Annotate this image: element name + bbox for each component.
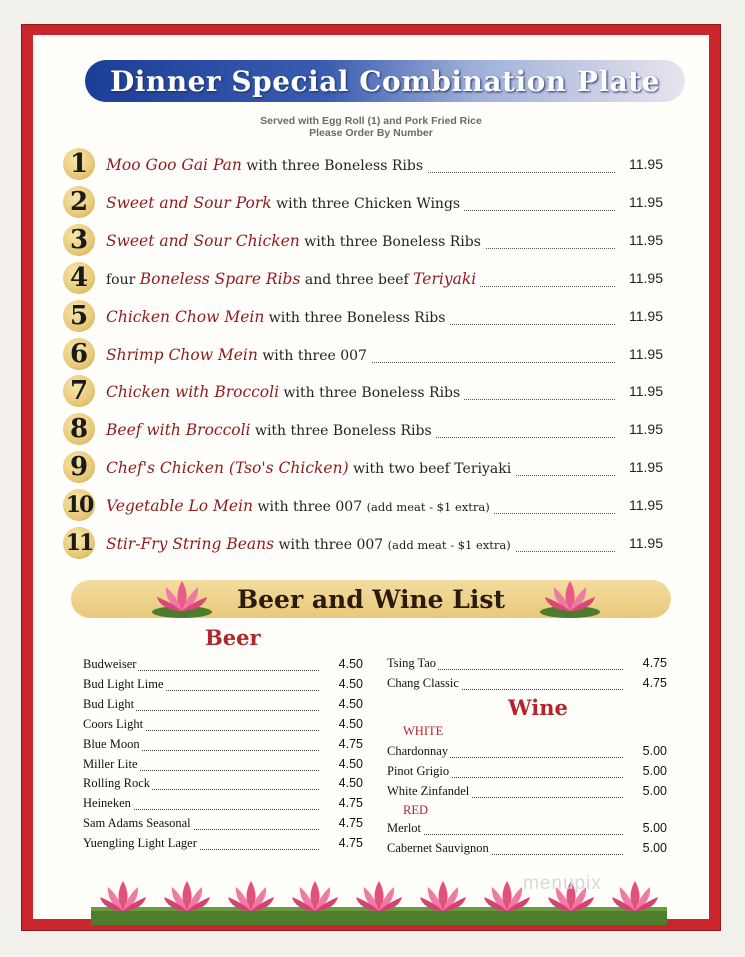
item-price: 4.75 <box>338 836 363 851</box>
combo-number-badge: 8 <box>63 413 95 445</box>
combo-side: with three Boneless Ribs <box>264 309 446 326</box>
wine-heading: Wine <box>508 695 568 720</box>
combo-side: with three Chicken Wings <box>271 195 461 212</box>
combo-prefix: four <box>106 271 140 288</box>
combo-price: 11.95 <box>629 421 663 438</box>
red-label: RED <box>403 803 428 817</box>
combo-price: 11.95 <box>629 269 663 286</box>
combo-side: with two beef Teriyaki <box>348 461 512 478</box>
combo-price: 11.95 <box>629 535 663 551</box>
item-price: 4.75 <box>338 816 363 831</box>
combo-price: 11.95 <box>629 383 663 400</box>
lotus-icon <box>151 575 213 619</box>
lotus-icon <box>164 881 210 911</box>
combo-price: 11.95 <box>629 497 663 514</box>
combo-row <box>63 375 663 411</box>
combo-row <box>63 148 663 184</box>
combo-description <box>106 270 480 288</box>
item-name: Yuengling Light Lager <box>83 836 197 851</box>
combo-price: 11.95 <box>629 193 663 210</box>
item-price: 4.75 <box>338 736 363 751</box>
combo-row <box>63 338 663 374</box>
item-price: 5.00 <box>642 784 667 798</box>
menu-page <box>33 35 709 919</box>
combo-number-badge: 9 <box>63 451 95 483</box>
combo-row <box>63 186 663 222</box>
item-price: 4.75 <box>642 656 667 670</box>
item-name: Rolling Rock <box>83 776 151 791</box>
item-name: Coors Light <box>83 716 144 731</box>
list-item <box>83 796 363 814</box>
lotus-icon <box>228 881 274 911</box>
combo-dish: Vegetable Lo Mein <box>106 497 254 516</box>
list-item <box>83 836 363 854</box>
combo-dish: Chef's Chicken (Tso's Chicken) <box>106 459 349 478</box>
lotus-icon <box>539 575 601 619</box>
combo-number-badge: 2 <box>63 186 95 218</box>
list-item <box>83 737 363 755</box>
beer-heading: Beer <box>205 625 261 650</box>
combo-price: 11.95 <box>629 459 663 476</box>
item-name: Bud Light Lime <box>83 676 164 691</box>
item-name: Merlot <box>387 821 422 835</box>
combo-extra: (add meat - $1 extra) <box>387 538 511 552</box>
combo-number-badge: 1 <box>63 148 95 180</box>
title-banner <box>85 60 685 102</box>
combo-number-badge: 10 <box>63 489 95 521</box>
combo-row <box>63 224 663 260</box>
combo-dish: Chicken with Broccoli <box>106 383 280 402</box>
combo-side: with three Boneless Ribs <box>279 385 461 402</box>
combo-dish-2: Teriyaki <box>413 269 477 288</box>
list-item <box>387 744 667 762</box>
item-name: Blue Moon <box>83 736 140 751</box>
combo-dish: Chicken Chow Mein <box>106 307 265 326</box>
beer-wine-title: Beer and Wine List <box>237 584 505 614</box>
item-name: Chang Classic <box>387 676 459 690</box>
list-item <box>83 677 363 695</box>
lotus-icon <box>356 881 402 911</box>
combo-side: with three Boneless Ribs <box>299 233 481 250</box>
combo-extra: (add meat - $1 extra) <box>366 500 490 515</box>
item-name: White Zinfandel <box>387 784 470 798</box>
item-price: 4.50 <box>338 676 363 691</box>
combo-description <box>106 156 427 174</box>
item-price: 4.50 <box>338 657 363 671</box>
combo-number-badge: 5 <box>63 300 95 332</box>
combo-description <box>106 346 371 364</box>
list-item <box>387 841 667 859</box>
item-price: 5.00 <box>642 841 667 855</box>
combo-description <box>106 383 464 401</box>
list-item <box>83 657 363 675</box>
combo-dish: Sweet and Sour Chicken <box>106 231 300 250</box>
item-price: 4.50 <box>338 716 363 731</box>
combo-description <box>106 421 436 439</box>
combo-number-badge: 4 <box>63 262 95 294</box>
combo-description <box>106 535 515 553</box>
list-item <box>387 821 667 839</box>
item-name: Tsing Tao <box>387 656 437 670</box>
list-item <box>83 816 363 834</box>
combo-price: 11.95 <box>629 156 663 172</box>
list-item <box>83 697 363 715</box>
combo-dish: Shrimp Chow Mein <box>106 345 258 364</box>
combo-number-badge: 7 <box>63 375 95 407</box>
item-price: 5.00 <box>642 821 667 835</box>
list-item <box>83 776 363 794</box>
combo-dish: Boneless Spare Ribs <box>139 269 301 288</box>
combo-number-badge: 6 <box>63 338 95 370</box>
subtitle-line-2: Please Order By Number <box>309 127 433 139</box>
combo-side: with three Boneless Ribs <box>241 158 424 174</box>
item-name: Sam Adams Seasonal <box>83 816 191 831</box>
watermark: menupix <box>523 873 602 894</box>
combo-description <box>106 308 449 326</box>
combo-side: with three 007 <box>253 499 367 516</box>
page-title: Dinner Special Combination Plate <box>109 64 660 98</box>
item-price: 4.50 <box>338 756 363 771</box>
white-label: WHITE <box>403 724 444 738</box>
combo-row <box>63 489 663 525</box>
combo-description <box>106 459 515 477</box>
list-item <box>83 757 363 775</box>
item-name: Miller Lite <box>83 756 138 771</box>
item-name: Heineken <box>83 796 131 811</box>
lotus-icon <box>420 881 466 911</box>
item-price: 4.75 <box>642 676 667 690</box>
combo-dish: Stir-Fry String Beans <box>106 535 275 553</box>
combo-row <box>63 300 663 336</box>
menu-frame <box>22 25 720 930</box>
item-price: 4.50 <box>338 696 363 711</box>
list-item <box>387 764 667 782</box>
item-name: Budweiser <box>83 657 137 671</box>
lotus-icon <box>292 881 338 911</box>
lotus-icon <box>612 881 658 911</box>
item-name: Chardonnay <box>387 744 449 758</box>
combo-side: with three 007 <box>274 537 388 553</box>
combo-number-badge: 11 <box>63 527 95 559</box>
list-item <box>387 656 667 674</box>
item-name: Pinot Grigio <box>387 764 450 778</box>
item-price: 4.50 <box>338 776 363 791</box>
item-price: 5.00 <box>642 764 667 778</box>
leader-dots <box>389 834 623 835</box>
subtitle-line-1: Served with Egg Roll (1) and Pork Fried Rice <box>260 115 482 127</box>
combo-dish: Moo Goo Gai Pan <box>106 156 242 174</box>
combo-price: 11.95 <box>629 307 663 324</box>
lotus-icon <box>100 881 146 911</box>
combo-description <box>106 194 464 212</box>
combo-row <box>63 527 663 563</box>
item-price: 5.00 <box>642 744 667 758</box>
item-name: Bud Light <box>83 696 135 711</box>
combo-row <box>63 413 663 449</box>
list-item <box>83 717 363 735</box>
combo-description <box>106 232 485 250</box>
combo-price: 11.95 <box>629 231 663 248</box>
combo-dish: Beef with Broccoli <box>106 421 251 440</box>
item-name: Cabernet Sauvignon <box>387 841 489 855</box>
list-item <box>387 784 667 802</box>
combo-dish: Sweet and Sour Pork <box>106 193 272 212</box>
combo-row <box>63 262 663 298</box>
combo-row <box>63 451 663 487</box>
item-price: 4.75 <box>338 796 363 811</box>
combo-side: with three Boneless Ribs <box>250 423 432 440</box>
list-item <box>387 676 667 694</box>
combo-description <box>106 497 494 515</box>
combo-side: with three 007 <box>257 347 367 364</box>
combo-side: and three beef <box>300 271 414 288</box>
combo-number-badge: 3 <box>63 224 95 256</box>
combo-price: 11.95 <box>629 345 663 362</box>
